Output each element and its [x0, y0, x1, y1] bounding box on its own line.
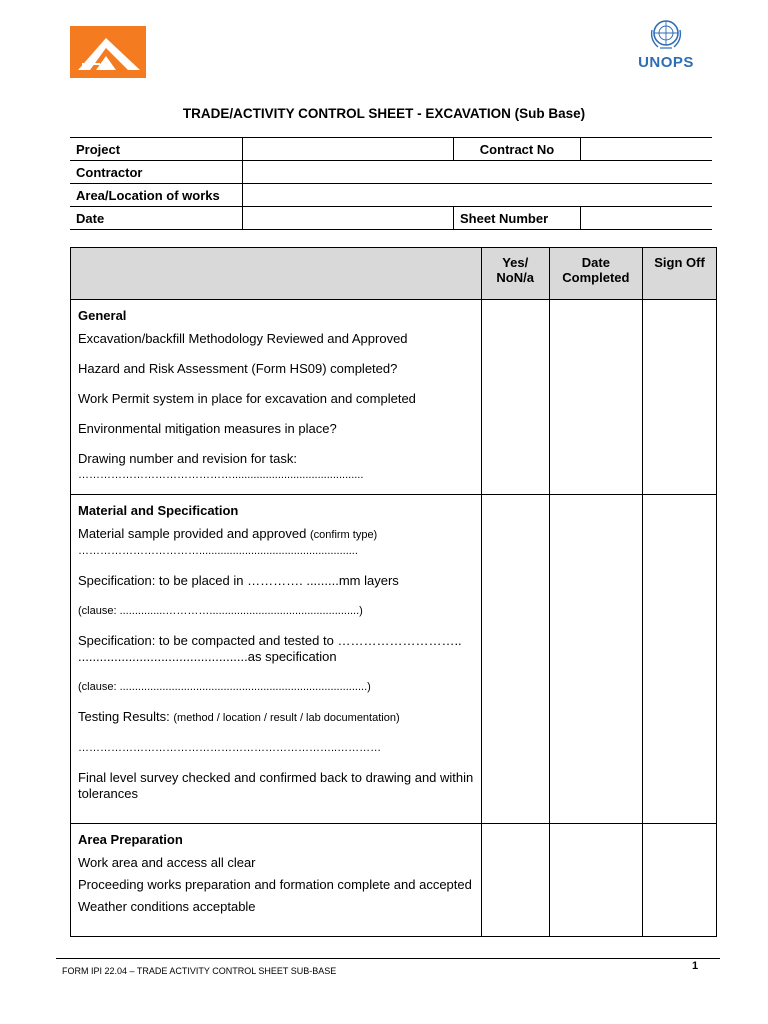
page-title: TRADE/ACTIVITY CONTROL SHEET - EXCAVATION (Sub Base) — [182, 106, 586, 121]
list-item: Specification: to be compacted and tested to ……………………….. ...............................................as specification — [78, 633, 462, 664]
list-item: Specification: to be placed in …………. .........mm layers — [78, 573, 399, 588]
date-completed-cell[interactable] — [549, 495, 642, 824]
area-location-field[interactable] — [243, 184, 713, 207]
list-item: Work area and access all clear — [78, 855, 256, 870]
project-label: Project — [70, 138, 243, 161]
date-label: Date — [70, 207, 243, 230]
table-row — [70, 207, 712, 230]
contractor-label: Contractor — [70, 161, 243, 184]
column-header-date-completed: Date Completed — [549, 248, 642, 300]
date-field[interactable] — [243, 207, 454, 230]
sheet-number-field[interactable] — [581, 207, 713, 230]
date-completed-cell[interactable] — [549, 300, 642, 495]
list-item: Drawing number and revision for task: — [78, 451, 297, 466]
section-area-preparation — [71, 824, 482, 937]
organization-logo — [70, 26, 146, 78]
list-item: Proceeding works preparation and formation complete and accepted — [78, 877, 472, 892]
unops-wordmark: UNOPS — [638, 54, 694, 71]
list-item: Environmental mitigation measures in place? — [78, 421, 337, 436]
section-material-specification — [71, 495, 482, 824]
date-completed-cell[interactable] — [549, 824, 642, 937]
list-item: Testing Results: (method / location / result / lab documentation) — [78, 709, 400, 724]
list-item: Excavation/backfill Methodology Reviewed and Approved — [78, 331, 408, 346]
section-title: Area Preparation — [78, 832, 183, 847]
checklist-table — [70, 247, 717, 937]
list-item: Work Permit system in place for excavation and completed — [78, 391, 416, 406]
footer-divider — [56, 958, 720, 959]
clause-line: (clause: .................................................................................) — [78, 681, 371, 693]
yes-no-cell[interactable] — [481, 495, 549, 824]
yes-no-cell[interactable] — [481, 300, 549, 495]
contractor-field[interactable] — [243, 161, 713, 184]
table-row — [71, 824, 717, 937]
section-title: General — [78, 308, 127, 323]
table-row — [70, 184, 712, 207]
list-item: Final level survey checked and confirmed back to drawing and within tolerances — [78, 770, 474, 801]
un-emblem-icon — [648, 16, 684, 52]
table-row — [71, 300, 717, 495]
column-header-item — [71, 248, 482, 300]
sign-off-cell[interactable] — [643, 495, 717, 824]
contract-no-field[interactable] — [581, 138, 713, 161]
table-header-row — [71, 248, 717, 300]
column-header-sign-off: Sign Off — [643, 248, 717, 300]
clause-line: (clause: ...............………….................................................) — [78, 605, 363, 617]
list-item: Hazard and Risk Assessment (Form HS09) completed? — [78, 361, 398, 376]
list-item: Material sample provided and approved (confirm type) — [78, 526, 378, 541]
section-general — [71, 300, 482, 495]
table-row — [71, 495, 717, 824]
unops-logo — [628, 16, 704, 76]
yes-no-cell[interactable] — [481, 824, 549, 937]
sign-off-cell[interactable] — [643, 824, 717, 937]
sheet-number-label: Sheet Number — [454, 207, 581, 230]
table-row — [70, 138, 712, 161]
sign-off-cell[interactable] — [643, 300, 717, 495]
table-row — [70, 161, 712, 184]
column-header-yes-no: Yes/ NoN/a — [481, 248, 549, 300]
tent-roof-logo — [70, 26, 146, 78]
area-location-label: Area/Location of works — [70, 184, 243, 207]
contract-no-label: Contract No — [454, 138, 581, 161]
page-number: 1 — [692, 960, 699, 972]
list-item: Weather conditions acceptable — [78, 899, 256, 914]
fill-in-line: ……………………………………………………………..………… — [78, 742, 382, 754]
project-info-table — [70, 137, 712, 230]
footer-form-label: FORM IPI 22.04 – TRADE ACTIVITY CONTROL SHEET SUB-BASE — [62, 966, 337, 976]
fill-in-line: ……………………………………........................................... — [78, 469, 364, 481]
fill-in-line: …………………………….................................................... — [78, 545, 358, 557]
section-title: Material and Specification — [78, 503, 239, 518]
project-field[interactable] — [243, 138, 454, 161]
